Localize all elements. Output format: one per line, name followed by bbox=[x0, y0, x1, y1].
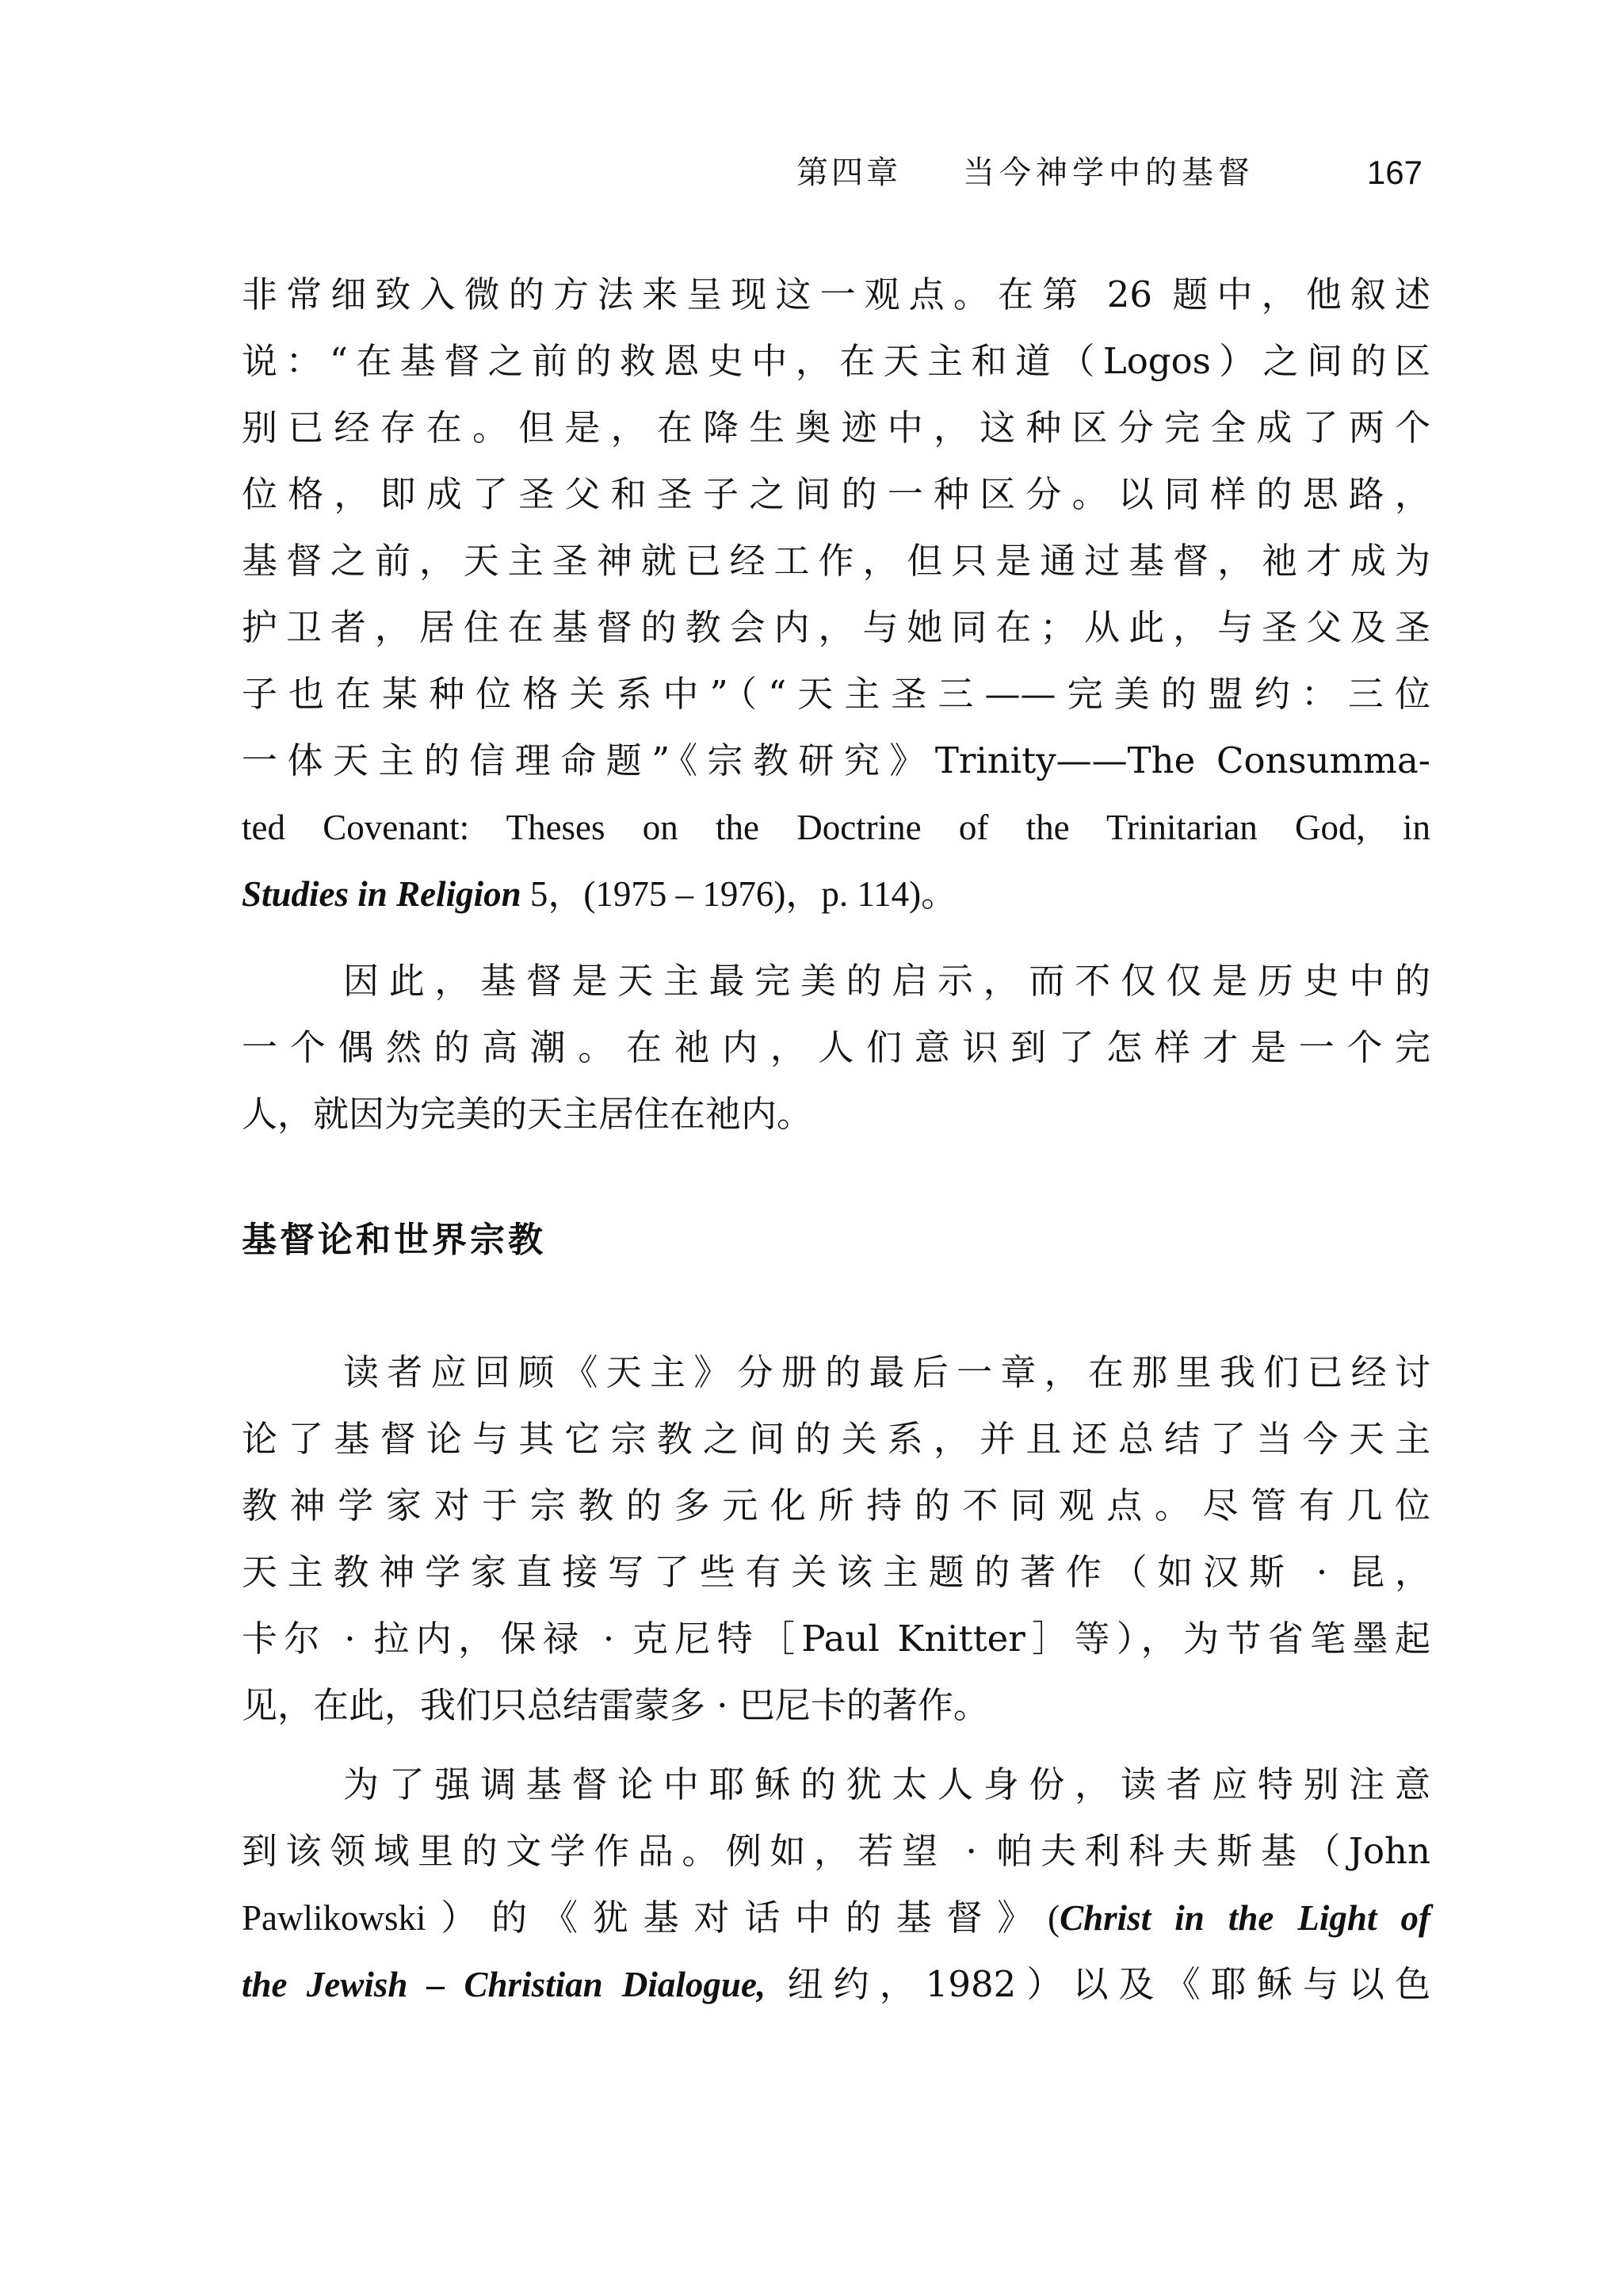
chapter-title: 当今神学中的基督 bbox=[963, 155, 1254, 191]
text-line: 论了基督论与其它宗教之间的关系，并且还总结了当今天主 bbox=[242, 1418, 1430, 1460]
paragraph-4 bbox=[242, 1752, 1430, 2018]
section-heading: 基督论和世界宗教 bbox=[242, 1220, 546, 1260]
text-line: 人，就因为完美的天主居住在祂内。 bbox=[242, 1093, 813, 1135]
line-rest: 纽约，1982）以及《耶稣与以色 bbox=[766, 1963, 1430, 2005]
text-line: 因此，基督是天主最完美的启示，而不仅仅是历史中的 bbox=[343, 960, 1430, 1002]
text-line: 为了强调基督论中耶稣的犹太人身份，读者应特别注意 bbox=[343, 1763, 1430, 1805]
line-start: Pawlikowski）的《犹基对话中的基督》( bbox=[242, 1898, 1060, 1938]
journal-title: Studies in Religion bbox=[242, 874, 521, 914]
text-line-citation bbox=[242, 861, 1430, 927]
text-line: 教神学家对于宗教的多元化所持的不同观点。尽管有几位 bbox=[242, 1484, 1430, 1526]
book-title-en-cont: the Jewish – Christian Dialogue, bbox=[242, 1965, 766, 2004]
citation-detail: 5，(1975 – 1976)，p. 114)。 bbox=[521, 874, 957, 914]
text-line: ted Covenant: Theses on the Doctrine of the Trinitarian God, in bbox=[242, 808, 1430, 847]
text-line: 说：“在基督之前的救恩史中，在天主和道（Logos）之间的区 bbox=[242, 340, 1430, 382]
text-line: 一体天主的信理命题”《宗教研究》Trinity——The Consumma- bbox=[242, 739, 1430, 781]
text-line: 见，在此，我们只总结雷蒙多 · 巴尼卡的著作。 bbox=[242, 1684, 989, 1726]
text-line-mixed bbox=[242, 1951, 1430, 2018]
text-line: 卡尔 · 拉内，保禄 · 克尼特［Paul Knitter］等），为节省笔墨起 bbox=[242, 1618, 1430, 1660]
text-line: 天主教神学家直接写了些有关该主题的著作（如汉斯 · 昆， bbox=[242, 1551, 1430, 1593]
text-line: 基督之前，天主圣神就已经工作，但只是通过基督，祂才成为 bbox=[242, 540, 1430, 582]
text-line: 位格，即成了圣父和圣子之间的一种区分。以同样的思路， bbox=[242, 473, 1430, 515]
book-title-en: Christ in the Light of bbox=[1060, 1898, 1430, 1938]
paragraph-2 bbox=[242, 948, 1430, 1148]
page-number: 167 bbox=[1366, 154, 1423, 191]
paragraph-3 bbox=[242, 1339, 1430, 1739]
text-line: 到该领域里的文学作品。例如，若望 · 帕夫利科夫斯基（John bbox=[242, 1830, 1430, 1872]
text-line: 读者应回顾《天主》分册的最后一章，在那里我们已经讨 bbox=[343, 1351, 1430, 1393]
text-line: 护卫者，居住在基督的教会内，与她同在；从此，与圣父及圣 bbox=[242, 606, 1430, 648]
paragraph-1 bbox=[242, 262, 1430, 927]
text-line: 子也在某种位格关系中”（“天主圣三——完美的盟约：三位 bbox=[242, 673, 1430, 715]
running-head bbox=[796, 149, 1423, 197]
text-line: 别已经存在。但是，在降生奥迹中，这种区分完全成了两个 bbox=[242, 407, 1430, 449]
chapter-label: 第四章 bbox=[796, 155, 901, 191]
text-line: 一个偶然的高潮。在祂内，人们意识到了怎样才是一个完 bbox=[242, 1026, 1430, 1068]
text-line-mixed bbox=[242, 1885, 1430, 1951]
text-line: 非常细致入微的方法来呈现这一观点。在第 26 题中，他叙述 bbox=[242, 273, 1430, 315]
